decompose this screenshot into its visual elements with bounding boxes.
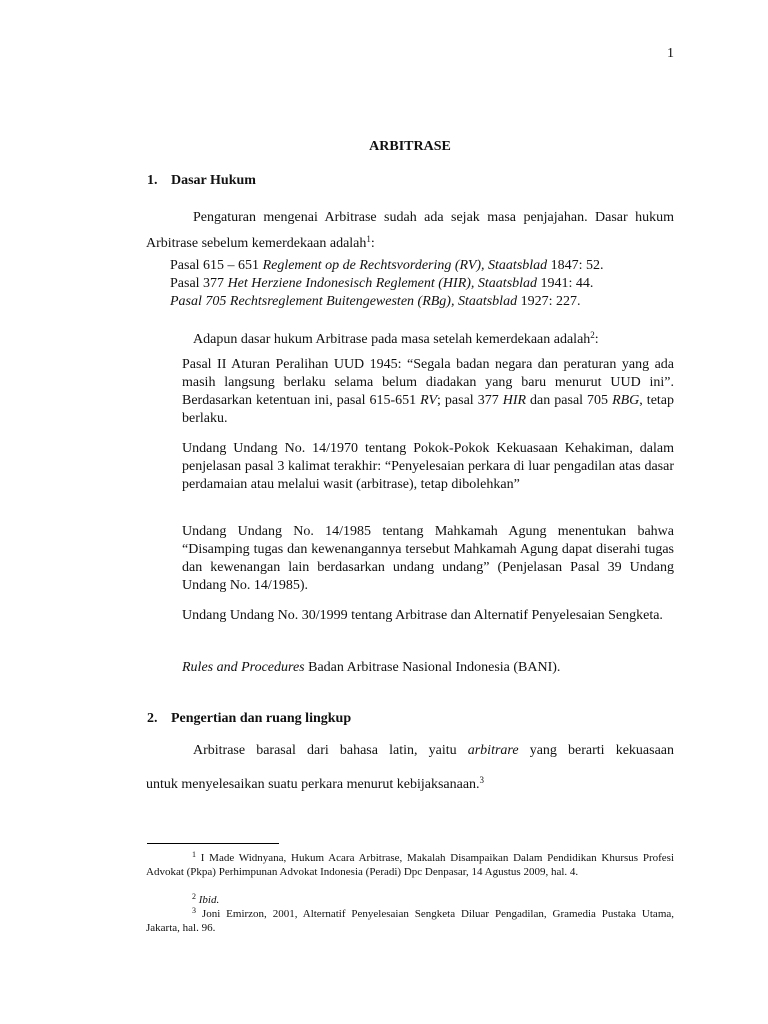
list-item-text: 1941: 44.: [537, 276, 594, 291]
section-2-title: Pengertian dan ruang lingkup: [171, 711, 352, 726]
section-2-number: 2.: [147, 711, 158, 726]
list-item-text: Pasal 615 – 651: [170, 258, 263, 273]
footnote-2: [146, 893, 674, 907]
list-item-italic: Het Herziene Indonesisch Reglement (HIR), Staatsblad: [227, 276, 538, 291]
block-text: Pasal II Aturan Peralihan UUD 1945: “Segala badan negara dan peraturan yang ada masih langsung berlaku selama belum diadakan yang baru menurut UUD ini”. Berdasarkan ketentuan ini, pasal 615-651: [182, 357, 674, 408]
list-item: [170, 293, 670, 311]
footnote-marker: 3: [192, 906, 196, 915]
para-text: untuk menyelesaikan suatu perkara menurut kebijaksanaan.: [146, 777, 480, 792]
legal-basis-uud-1945: [182, 356, 674, 428]
list-item-text: 1927: 227.: [517, 294, 581, 309]
block-text: Badan Arbitrase Nasional Indonesia (BANI).: [304, 660, 561, 675]
pre-independence-list: [170, 257, 670, 311]
legal-basis-uu-30-1999: Undang Undang No. 30/1999 tentang Arbitrase dan Alternatif Penyelesaian Sengketa.: [182, 608, 663, 623]
list-item: [170, 257, 670, 275]
block-italic: RV: [420, 393, 438, 408]
footnote-text: I Made Widnyana, Hukum Acara Arbitrase, Makalah Disampaikan Dalam Pendidikan Khursus Profesi Advokat (Pkpa) Perhimpunan Advokat Indonesia (Peradi) Dpc Denpasar, 14 Agustus 2009, hal. 4.: [146, 852, 674, 878]
para-text: Arbitrase barasal dari bahasa latin, yaitu: [193, 743, 468, 758]
footnote-marker: 1: [192, 850, 196, 859]
list-item-italic: Pasal 705 Rechtsreglement Buitengewesten (RBg), Staatsblad: [170, 294, 518, 309]
section-1-title: Dasar Hukum: [171, 173, 256, 188]
section-2-paragraph-line-1: [146, 742, 674, 760]
list-item-text: Pasal 377: [170, 276, 228, 291]
post-independence-intro: [146, 331, 674, 349]
post-intro-colon: :: [594, 332, 599, 347]
footnote-text: Ibid.: [198, 894, 220, 906]
page-number: 1: [667, 46, 674, 61]
list-item-text: 1847: 52.: [547, 258, 604, 273]
intro-colon: :: [370, 236, 375, 251]
section-2-heading: [147, 710, 351, 728]
list-item-italic: Reglement op de Rechtsvordering (RV), Staatsblad: [262, 258, 548, 273]
post-intro-text: Adapun dasar hukum Arbitrase pada masa setelah kemerdekaan adalah: [193, 332, 591, 347]
footnote-ref-3: 3: [479, 775, 485, 785]
block-text: dan pasal 705: [526, 393, 613, 408]
list-item: [170, 275, 670, 293]
footnote-separator: [147, 843, 279, 844]
section-1-heading: [147, 172, 256, 190]
legal-basis-uu-14-1985: Undang Undang No. 14/1985 tentang Mahkamah Agung menentukan bahwa “Disamping tugas dan kewenangannya tersebut Mahkamah Agung dapat diserahi tugas dan kewenangan lain berdasarkan undang undang” (Penjelasan Pasal 39 Undang Undang No. 14/1985).: [182, 524, 674, 593]
section-2-paragraph-line-2: [146, 776, 674, 794]
footnote-ref-1: 1: [366, 234, 371, 244]
footnote-1: [146, 851, 674, 879]
section-1-number: 1.: [147, 173, 158, 188]
block-text: ; pasal 377: [437, 393, 503, 408]
footnote-marker: 2: [192, 892, 196, 901]
block-italic: HIR: [502, 393, 527, 408]
footnote-ref-2: 2: [590, 330, 595, 340]
document-title: ARBITRASE: [369, 139, 451, 154]
section-1-intro: [146, 205, 674, 257]
block-italic: Rules and Procedures: [182, 660, 305, 675]
footnote-text: Joni Emirzon, 2001, Alternatif Penyelesaian Sengketa Diluar Pengadilan, Gramedia Pustaka Utama, Jakarta, hal. 96.: [146, 908, 675, 934]
legal-basis-uu-14-1970: Undang Undang No. 14/1970 tentang Pokok-Pokok Kekuasaan Kehakiman, dalam penjelasan pasal 3 kalimat terakhir: “Penyelesaian perkara di luar pengadilan atas dasar perdamaian atau melalui wasit (arbitrase), tetap dibolehkan”: [182, 441, 674, 492]
block-text: , tetap berlaku.: [182, 393, 675, 426]
block-italic: RBG: [612, 393, 640, 408]
para-text: yang berarti kekuasaan: [518, 743, 674, 758]
para-italic: arbitrare: [467, 743, 519, 758]
footnote-3: [146, 907, 674, 935]
intro-text: Pengaturan mengenai Arbitrase sudah ada sejak masa penjajahan. Dasar hukum Arbitrase sebelum kemerdekaan adalah: [146, 210, 674, 251]
legal-basis-bani-rules: [182, 659, 674, 677]
